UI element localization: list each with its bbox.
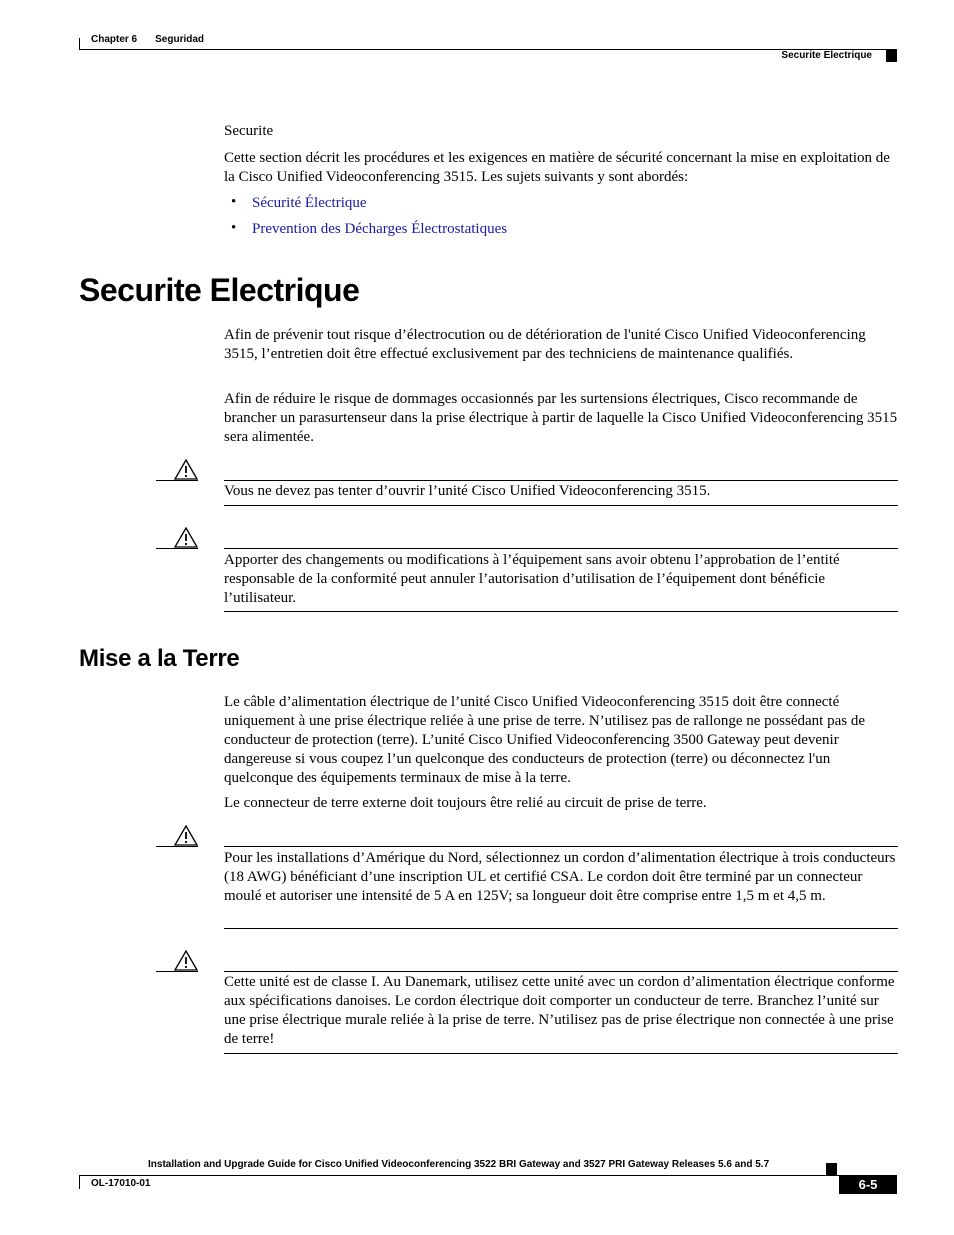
link-prevention-decharges[interactable]: Prevention des Décharges Électrostatiques <box>252 221 508 237</box>
footer-marker-block <box>826 1163 837 1175</box>
footer-rule <box>79 1175 839 1176</box>
warning-rule-top <box>224 846 898 847</box>
footer-title: Installation and Upgrade Guide for Cisco Unified Videoconferencing 3522 BRI Gateway and 3527 PRI Gateway Releases 5.6 and 5.7 <box>148 1159 770 1170</box>
warning-rule-bottom <box>224 1053 898 1054</box>
paragraph: Le câble d’alimentation électrique de l’unité Cisco Unified Videoconferencing 3515 doit être connecté uniquement à une prise électrique reliée à une prise de terre. N’utilisez pas de rallonge ne possédant pas de conducteur de protection (terre). L’unité Cisco Unified Videoconferencing 3500 Gateway peut devenir dangereuse si vous coupez l’un quelconque des conducteurs de protection (terre) ou déconnectez l'un quelconque des équipements terminaux de mise à la terre. <box>224 694 865 786</box>
warning-rule-top <box>224 971 898 972</box>
warning-text: Vous ne devez pas tenter d’ouvrir l’unité Cisco Unified Videoconferencing 3515. <box>224 483 711 499</box>
warning-rule-left <box>156 971 198 972</box>
warning-rule-left <box>156 846 198 847</box>
warning-triangle-icon <box>174 459 198 480</box>
warning-triangle-icon <box>174 527 198 548</box>
chapter-title: Seguridad <box>155 34 205 45</box>
paragraph: Afin de prévenir tout risque d’électrocution ou de détérioration de l'unité Cisco Unified Videoconferencing 3515, l’entretien doit être effectué exclusivement par des techniciens de maintenance qualifiés. <box>224 327 866 362</box>
warning-rule-top <box>224 480 898 481</box>
bullet-icon: • <box>231 220 237 236</box>
footer-rule-vertical <box>79 1175 80 1189</box>
warning-rule-left <box>156 480 198 481</box>
intro-text: Cette section décrit les procédures et les exigences en matière de sécurité concernant la mise en exploitation de la Cisco Unified Videoconferencing 3515. Les sujets suivants y sont abordés: <box>224 150 890 185</box>
section-title-mise-a-la-terre: Mise a la Terre <box>79 645 240 672</box>
paragraph: Le connecteur de terre externe doit toujours être relié au circuit de prise de terre. <box>224 795 707 811</box>
footer-doc-number: OL-17010-01 <box>91 1178 151 1189</box>
header-rule <box>79 49 897 50</box>
warning-rule-bottom <box>224 611 898 612</box>
warning-triangle-icon <box>174 825 198 846</box>
warning-text: Apporter des changements ou modifications à l’équipement sans avoir obtenu l’approbation de l’entité responsable de la conformité peut annuler l’autorisation d’utilisation de l’équipement dont bénéficie l’utilisateur. <box>224 552 840 606</box>
link-securite-electrique[interactable]: Sécurité Électrique <box>252 195 367 211</box>
warning-rule-bottom <box>224 928 898 929</box>
section-title-securite-electrique: Securite Electrique <box>79 272 360 308</box>
warning-rule-bottom <box>224 505 898 506</box>
header-section-title: Securite Electrique <box>781 50 872 61</box>
header-marker-block <box>886 50 897 62</box>
intro-label: Securite <box>224 123 274 139</box>
warning-rule-top <box>224 548 898 549</box>
warning-text: Pour les installations d’Amérique du Nord, sélectionnez un cordon d’alimentation électrique à trois conducteurs (18 AWG) bénéficiant d’une inscription UL et certifié CSA. Le cordon doit être terminé par un connecteur moulé et autoriser une intensité de 5 A en 125V; sa longueur doit être comprise entre 1,5 m et 4,5 m. <box>224 850 896 904</box>
header-chapter <box>91 34 204 45</box>
chapter-number: Chapter 6 <box>91 34 138 45</box>
page-number: 6-5 <box>839 1175 897 1194</box>
warning-text: Cette unité est de classe I. Au Danemark, utilisez cette unité avec un cordon d’alimentation électrique conforme aux spécifications danoises. Le cordon électrique doit comporter un conducteur de terre. Branchez l’unité sur une prise électrique murale reliée à la prise de terre. N’utilisez pas de prise électrique non connectée à une prise de terre! <box>224 974 895 1047</box>
warning-triangle-icon <box>174 950 198 971</box>
bullet-icon: • <box>231 194 237 210</box>
warning-rule-left <box>156 548 198 549</box>
paragraph: Afin de réduire le risque de dommages occasionnés par les surtensions électriques, Cisco recommande de brancher un parasurtenseur dans la prise électrique à partir de laquelle la Cisco Unified Videoconferencing 3515 sera alimentée. <box>224 391 898 445</box>
